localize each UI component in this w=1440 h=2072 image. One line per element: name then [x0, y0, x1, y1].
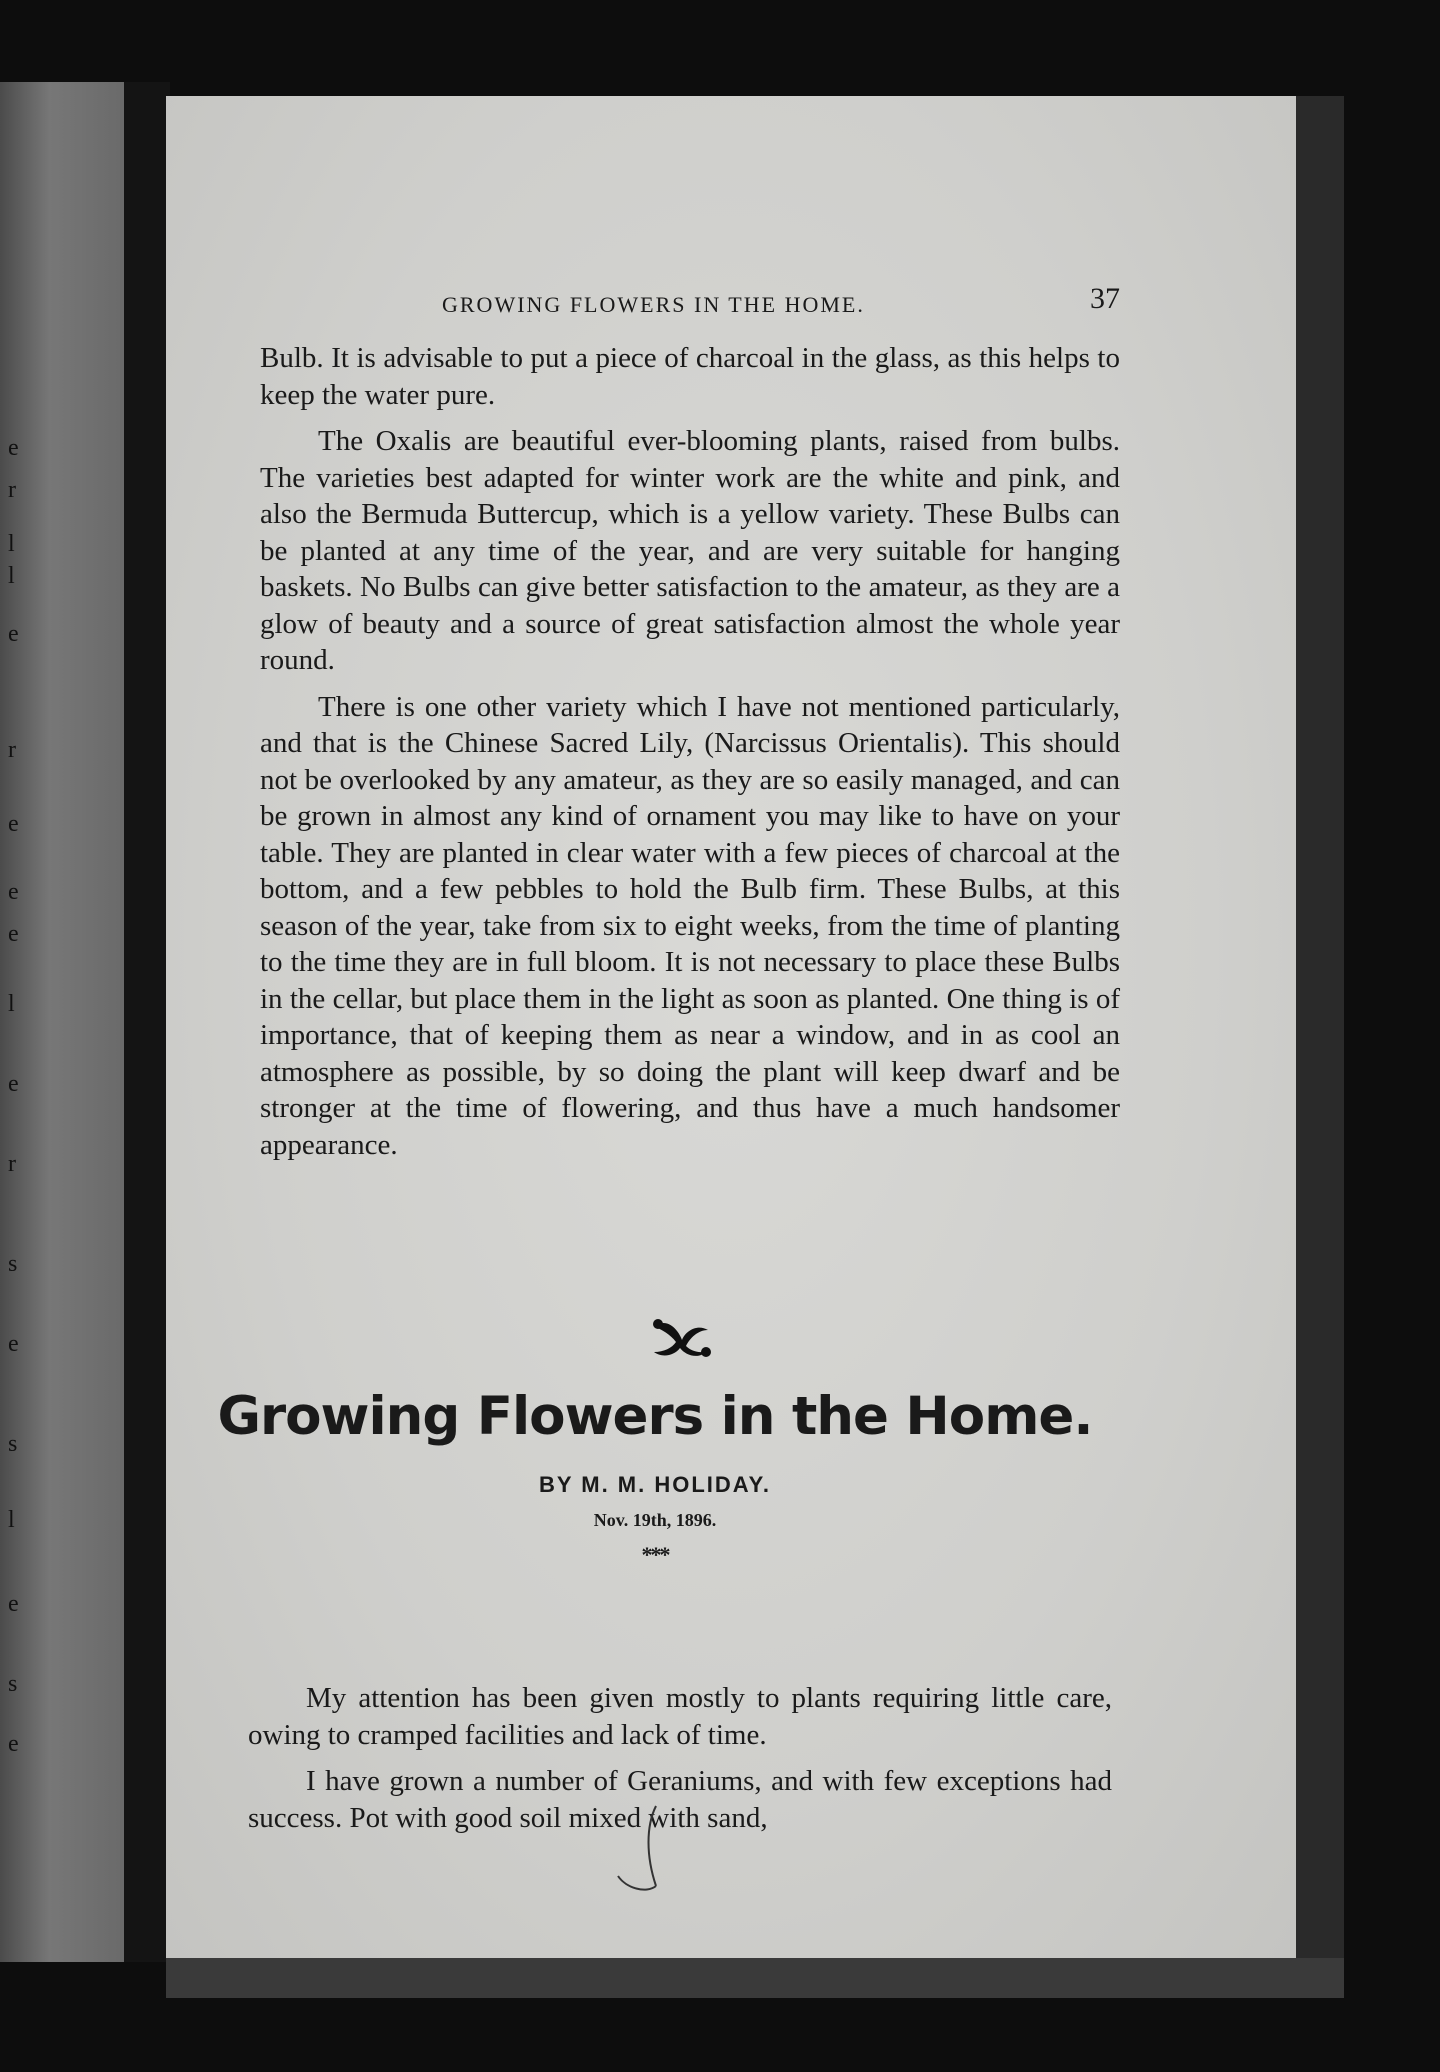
left-margin-char: e: [8, 921, 19, 947]
pencil-mark-icon: [616, 1776, 736, 1906]
left-margin-char: e: [8, 1591, 19, 1617]
running-head-title: GROWING FLOWERS IN THE HOME.: [442, 292, 865, 317]
left-margin-char: e: [8, 1071, 19, 1097]
section-separator: ***: [641, 1542, 669, 1567]
left-margin-char: e: [8, 621, 19, 647]
body-text: [260, 340, 1120, 1173]
left-margin-char: r: [8, 737, 16, 763]
left-margin-char: e: [8, 811, 19, 837]
article-byline: BY M. M. HOLIDAY.: [538, 1472, 772, 1497]
left-margin-char: l: [8, 991, 15, 1017]
paragraph: I have grown a number of Geraniums, and with few exceptions had success. Pot with good soil mixed with sand,: [248, 1765, 1112, 1834]
left-margin-char: l: [8, 563, 15, 589]
article-title: Growing Flowers in the Home.: [217, 1386, 1093, 1447]
left-margin-char: e: [8, 879, 19, 905]
book-page: [166, 96, 1296, 1958]
ornament-icon: [636, 1308, 726, 1368]
left-page-edge: [0, 82, 124, 1962]
left-margin-char: r: [8, 1151, 16, 1177]
left-margin-char: l: [8, 531, 15, 557]
page-number: 37: [1090, 282, 1120, 315]
paragraph: The Oxalis are beautiful ever-blooming plants, raised from bulbs. The varieties best adapted for winter work are the white and pink, and also the Bermuda Buttercup, which is a yellow variety. These Bulbs can be planted at any time of the year, and are very suitable for hanging baskets. No Bulbs can give better satisfaction to the amateur, as they are a glow of beauty and a source of great satisfaction almost the whole year round.: [260, 425, 1120, 676]
left-margin-char: e: [8, 435, 19, 461]
paragraph: My attention has been given mostly to plants requiring little care, owing to cramped facilities and lack of time.: [248, 1682, 1112, 1751]
running-head: [166, 282, 1296, 322]
left-margin-char: l: [8, 1507, 15, 1533]
paragraph: Bulb. It is advisable to put a piece of charcoal in the glass, as this helps to keep the water pure.: [260, 342, 1120, 411]
left-margin-char: r: [8, 477, 16, 503]
left-margin-char: s: [8, 1431, 18, 1457]
left-margin-char: e: [8, 1331, 19, 1357]
left-margin-char: s: [8, 1251, 18, 1277]
page-right-edge: [1296, 96, 1344, 1958]
left-margin-char: s: [8, 1671, 18, 1697]
left-margin-char: e: [8, 1731, 19, 1757]
article-date: Nov. 19th, 1896.: [593, 1510, 717, 1530]
paragraph: There is one other variety which I have not mentioned particularly, and that is the Chinese Sacred Lily, (Narcissus Orientalis). This should not be overlooked by any amateur, as they are so easily managed, and can be grown in almost any kind of ornament you may like to have on your table. They are planted in clear water with a few pieces of charcoal at the bottom, and a few pebbles to hold the Bulb firm. These Bulbs, at this season of the year, take from six to eight weeks, from the time of planting to the time they are in full bloom. It is not necessary to place these Bulbs in the cellar, but place them in the light as soon as planted. One thing is of importance, that of keeping them as near a window, and in as cool an atmosphere as possible, by so doing the plant will keep dwarf and be stronger at the time of flowering, and thus have a much handsomer appearance.: [260, 690, 1120, 1161]
book-gutter: [124, 82, 170, 1962]
page-bottom-edge: [166, 1958, 1344, 1998]
